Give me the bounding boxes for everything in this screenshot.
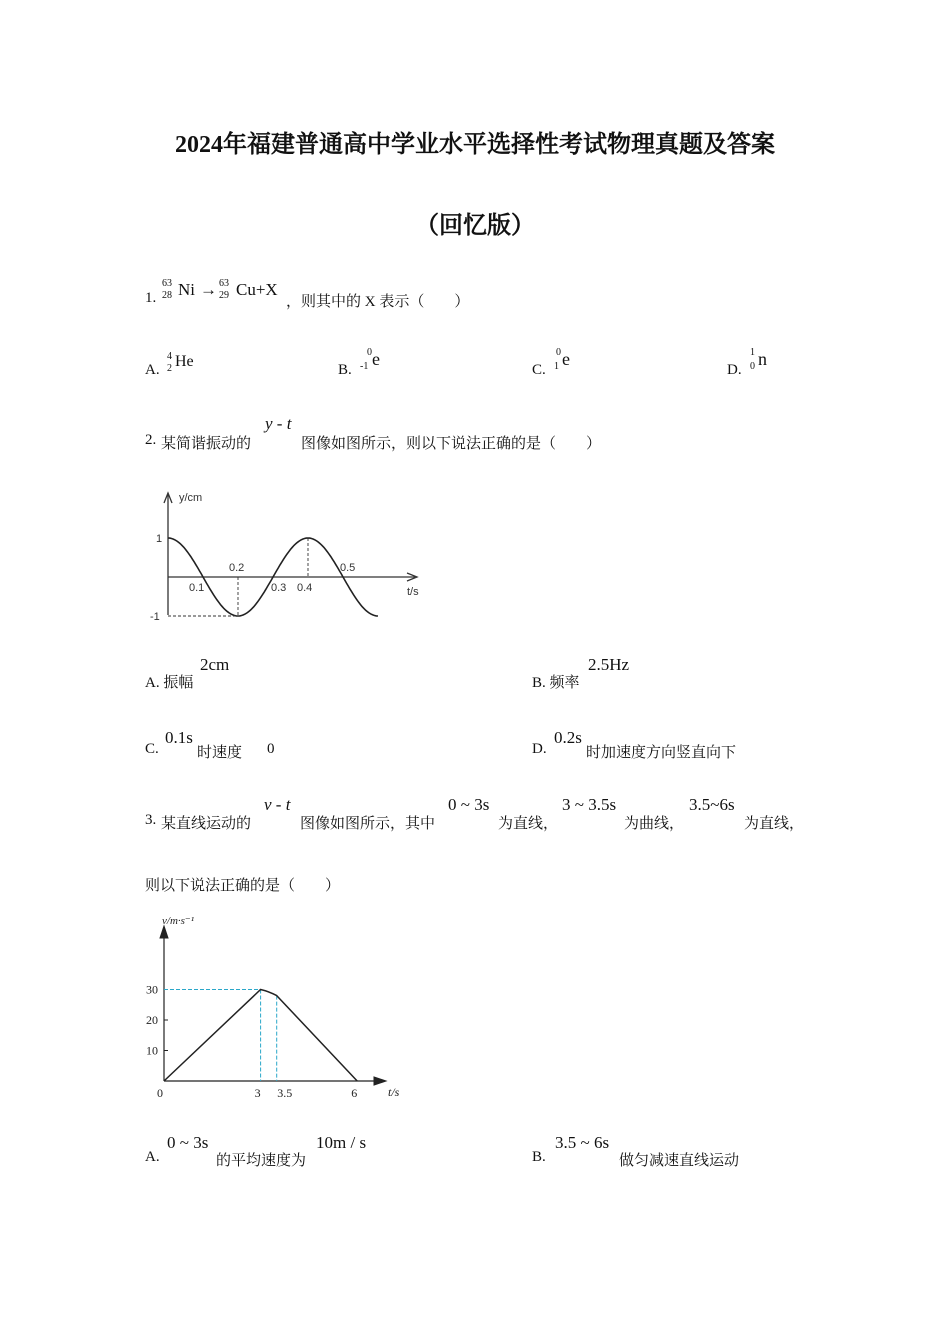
- x-tick-label: 0.2: [229, 562, 245, 574]
- y-tick-label: 20: [146, 1013, 158, 1027]
- q1-option-b-symbol: e: [372, 349, 380, 369]
- q2-stem-math: y - t: [265, 414, 292, 433]
- y-tick-label: 10: [146, 1043, 158, 1058]
- x-tick-label: 6: [351, 1086, 358, 1100]
- q3-stem-math-3: 3 ~ 3.5s: [562, 795, 617, 814]
- y-axis-arrow: [160, 926, 168, 938]
- q2-option-d-math: 0.2s: [554, 728, 582, 747]
- y-tick-label: 1: [156, 533, 163, 545]
- x-axis-label: t/s: [407, 586, 419, 598]
- x-tick-label: 0.3: [271, 582, 287, 594]
- q2-option-a-math: 2cm: [200, 655, 230, 674]
- q2-option-a-label: A. 振幅: [145, 675, 194, 691]
- q2-option-c-math: 0.1s: [165, 728, 193, 747]
- q3-stem-e: 为直线，: [744, 816, 805, 832]
- q2-stem-a: 某简谐振动的: [161, 436, 252, 452]
- q3-stem-a: 某直线运动的: [161, 816, 252, 832]
- q3-option-a-label: A.: [145, 1149, 160, 1165]
- q2-stem-b: 图像如图所示，则以下说法正确的是（ ）: [301, 436, 602, 452]
- page-title: 2024年福建普通高中学业水平选择性考试物理真题及答案: [175, 132, 775, 158]
- q3-option-b-text: 做匀减速直线运动: [619, 1153, 740, 1169]
- q1-arrow: →: [200, 280, 217, 299]
- q2-option-d-text: 时加速度方向竖直向下: [586, 745, 737, 761]
- q3-stem-math-2: 0 ~ 3s: [448, 795, 490, 814]
- x-axis-label: t/s: [388, 1085, 400, 1099]
- q1-ni-atomic: 28: [162, 290, 172, 301]
- q3-stem-math-1: v - t: [264, 795, 291, 814]
- q1-option-c-label: C.: [532, 362, 546, 378]
- q1-option-b-mass: 0: [367, 347, 372, 358]
- q1-option-a-symbol: He: [175, 353, 194, 370]
- q1-number: 1.: [145, 290, 157, 306]
- x-tick-label: 0.4: [297, 582, 313, 594]
- q1-option-c-mass: 0: [556, 347, 561, 358]
- q1-ni-symbol: Ni: [178, 280, 195, 299]
- q1-option-d-mass: 1: [750, 347, 755, 358]
- q1-option-a-mass: 4: [167, 351, 172, 362]
- y-axis-label: y/cm: [179, 492, 203, 504]
- q2-option-c-label: C.: [145, 741, 159, 757]
- q1-option-b-label: B.: [338, 362, 352, 378]
- y-axis-label: v/m·s⁻¹: [162, 915, 195, 927]
- q3-stem-c: 为直线，: [498, 816, 559, 832]
- q2-option-c-zero: 0: [267, 741, 275, 757]
- q3-stem-line-2: 则以下说法正确的是（ ）: [145, 878, 341, 894]
- q3-chart: [140, 908, 420, 1108]
- q1-option-a-label: A.: [145, 362, 160, 378]
- q2-option-b-label: B. 频率: [532, 675, 580, 691]
- y-tick-label: 30: [146, 982, 158, 997]
- q3-stem-math-4: 3.5~6s: [689, 795, 735, 814]
- q2-number: 2.: [145, 432, 157, 448]
- q3-option-a-text: 的平均速度为: [216, 1153, 307, 1169]
- q1-cu-atomic: 29: [219, 290, 229, 301]
- q3-option-a-math: 0 ~ 3s: [167, 1133, 209, 1152]
- x-tick-label: 3.5: [277, 1086, 293, 1100]
- q3-option-b-label: B.: [532, 1149, 546, 1165]
- x-tick-label: 0: [157, 1086, 163, 1100]
- q1-option-c-atomic: 1: [554, 361, 559, 372]
- q3-stem-d: 为曲线，: [624, 816, 685, 832]
- q1-option-d-symbol: n: [758, 349, 767, 369]
- q3-number: 3.: [145, 812, 157, 828]
- q2-option-b-math: 2.5Hz: [588, 655, 630, 674]
- q1-cu-mass: 63: [219, 278, 229, 289]
- q1-option-b-atomic: -1: [360, 361, 369, 372]
- q1-ni-mass: 63: [162, 278, 172, 289]
- q1-cu-symbol: Cu+X: [236, 280, 278, 299]
- q3-option-a-math-2: 10m / s: [316, 1133, 367, 1152]
- x-axis-arrow: [374, 1077, 386, 1085]
- x-tick-label: 3: [254, 1086, 261, 1100]
- page-subtitle: （回忆版）: [415, 213, 535, 239]
- y-tick-label: -1: [150, 611, 160, 623]
- q2-option-d-label: D.: [532, 741, 547, 757]
- x-tick-label: 0.1: [189, 582, 205, 594]
- q2-option-c-text: 时速度: [197, 745, 243, 761]
- x-tick-label: 0.5: [340, 562, 356, 574]
- q2-chart: [145, 485, 435, 625]
- q1-option-d-label: D.: [727, 362, 742, 378]
- q1-option-a-atomic: 2: [167, 363, 172, 374]
- q1-stem: ，则其中的 X 表示（ ）: [286, 294, 470, 310]
- q3-stem-b: 图像如图所示，其中: [300, 816, 436, 832]
- q1-option-c-symbol: e: [562, 349, 570, 369]
- q3-option-b-math: 3.5 ~ 6s: [555, 1133, 610, 1152]
- q1-option-d-atomic: 0: [750, 361, 755, 372]
